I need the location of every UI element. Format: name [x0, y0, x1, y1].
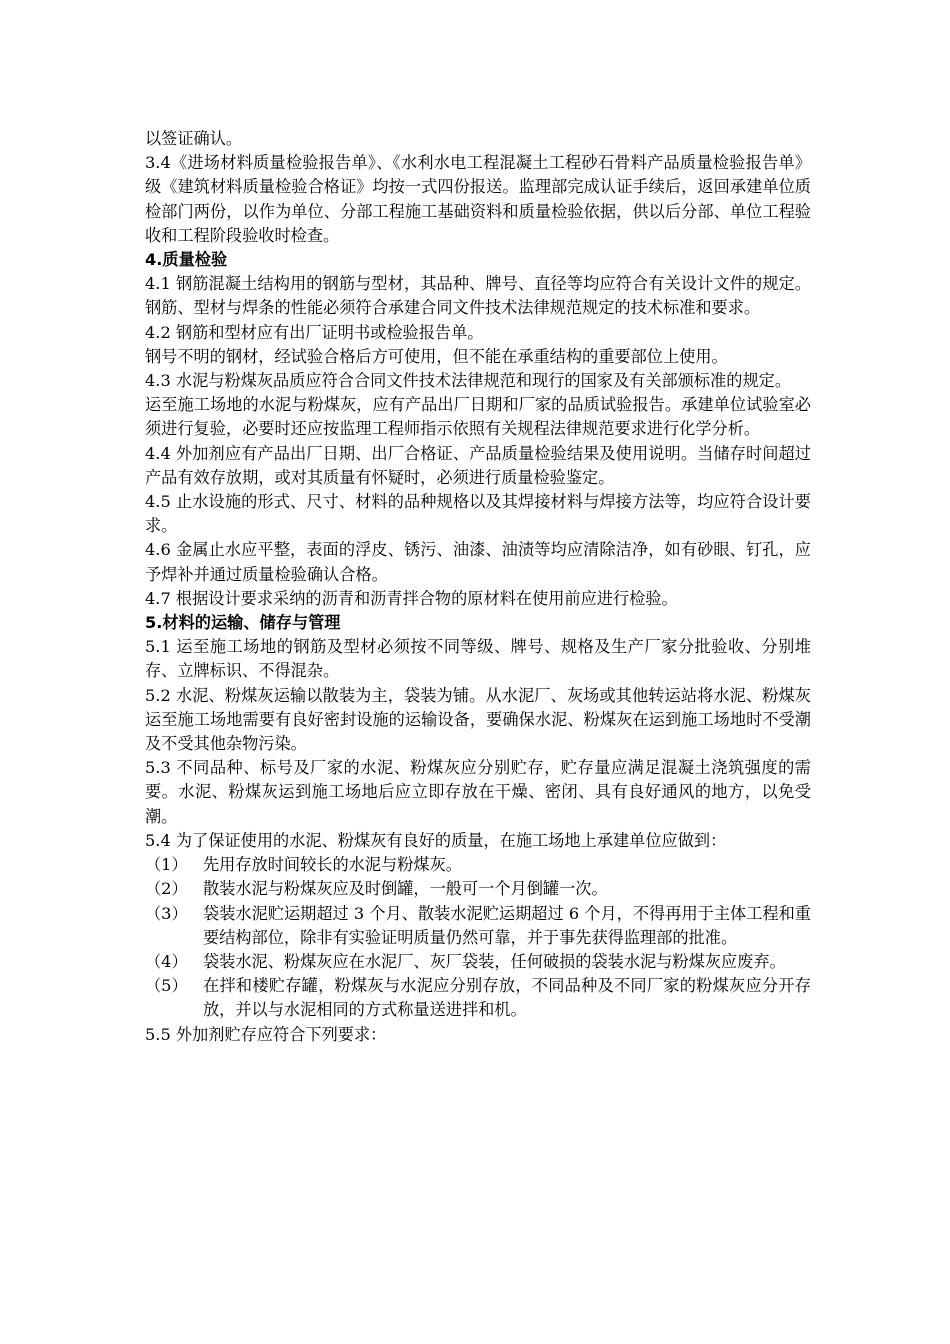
list-item-number: （4） [145, 951, 188, 971]
list-item-number: （3） [145, 903, 188, 923]
paragraph: 运至施工场地的水泥与粉煤灰，应有产品出厂日期和厂家的品质试验报告。承建单位试验室必须进行复验，必要时还应按监理工程师指示依照有关规程法律规范要求进行化学分析。 [145, 395, 811, 439]
paragraph: 3.4《进场材料质量检验报告单》、《水利水电工程混凝土工程砂石骨料产品质量检验报告单》级《建筑材料质量检验合格证》均按一式四份报送。监理部完成认证手续后，返回承建单位质检部门两份，以作为单位、分部工程施工基础资料和质量检验依据，供以后分部、单位工程验收和工程阶段验收时检查。 [145, 153, 811, 245]
paragraph: 5.5 外加剂贮存应符合下列要求： [145, 1024, 387, 1044]
paragraph: 5.3 不同品种、标号及厂家的水泥、粉煤灰应分别贮存，贮存量应满足混凝土浇筑强度的需要。水泥、粉煤灰运到施工场地后应立即存放在干燥、密闭、具有良好通风的地方，以免受潮。 [145, 758, 811, 826]
paragraph: 4.1 钢筋混凝土结构用的钢筋与型材，其品种、牌号、直径等均应符合有关设计文件的规定。钢筋、型材与焊条的性能必须符合承建合同文件技术法律规范规定的技术标准和要求。 [145, 274, 811, 318]
list-item-number: （5） [145, 976, 188, 996]
section-heading: 4.质量检验 [145, 250, 228, 270]
paragraph: 5.1 运至施工场地的钢筋及型材必须按不同等级、牌号、规格及生产厂家分批验收、分别堆存、立牌标识、不得混杂。 [145, 637, 811, 681]
paragraph: 4.6 金属止水应平整，表面的浮皮、锈污、油漆、油渍等均应清除洁净，如有砂眼、钉孔，应予焊补并通过质量检验确认合格。 [145, 540, 811, 584]
paragraph: 4.2 钢筋和型材应有出厂证明书或检验报告单。 [145, 322, 484, 342]
paragraph: 4.7 根据设计要求采纳的沥青和沥青拌合物的原材料在使用前应进行检验。 [145, 588, 678, 608]
list-item-number: （2） [145, 879, 188, 899]
list-item-text: 袋装水泥、粉煤灰应在水泥厂、灰厂袋装，任何破损的袋装水泥与粉煤灰应废弃。 [203, 951, 786, 971]
list-item [145, 853, 811, 877]
list-item [145, 950, 811, 974]
list-item-text: 在拌和楼贮存罐，粉煤灰与水泥应分别存放，不同品种及不同厂家的粉煤灰应分开存放，并以与水泥相同的方式称量送进拌和机。 [203, 976, 811, 1020]
document-body [145, 127, 811, 1047]
paragraph: 4.4 外加剂应有产品出厂日期、出厂合格证、产品质量检验结果及使用说明。当储存时间超过产品有效存放期，或对其质量有怀疑时，必须进行质量检验鉴定。 [145, 443, 811, 487]
list-item-number: （1） [145, 855, 188, 875]
paragraph: 以签证确认。 [145, 129, 243, 148]
paragraph: 5.2 水泥、粉煤灰运输以散装为主，袋装为铺。从水泥厂、灰场或其他转运站将水泥、粉煤灰运至施工场地需要有良好密封设施的运输设备，要确保水泥、粉煤灰在运到施工场地时不受潮及不受其他杂物污染。 [145, 685, 811, 754]
list-item-text: 先用存放时间较长的水泥与粉煤灰。 [203, 855, 462, 875]
list-item-text: 袋装水泥贮运期超过 3 个月、散装水泥贮运期超过 6 个月，不得再用于主体工程和重要结构部位，除非有实验证明质量仍然可靠，并于事先获得监理部的批准。 [203, 903, 811, 947]
list-item [145, 974, 811, 1022]
paragraph: 钢号不明的钢材，经试验合格后方可使用，但不能在承重结构的重要部位上使用。 [145, 346, 728, 366]
paragraph: 4.5 止水设施的形式、尺寸、材料的品种规格以及其焊接材料与焊接方法等，均应符合设计要求。 [145, 492, 811, 536]
list-item [145, 877, 811, 901]
list-item-text: 散装水泥与粉煤灰应及时倒罐，一般可一个月倒罐一次。 [203, 879, 608, 899]
paragraph: 5.4 为了保证使用的水泥、粉煤灰有良好的质量，在施工场地上承建单位应做到： [145, 830, 727, 850]
section-heading: 5.材料的运输、储存与管理 [145, 613, 341, 633]
list-item [145, 902, 811, 950]
paragraph: 4.3 水泥与粉煤灰品质应符合合同文件技术法律规范和现行的国家及有关部颁标准的规定。 [145, 371, 792, 391]
